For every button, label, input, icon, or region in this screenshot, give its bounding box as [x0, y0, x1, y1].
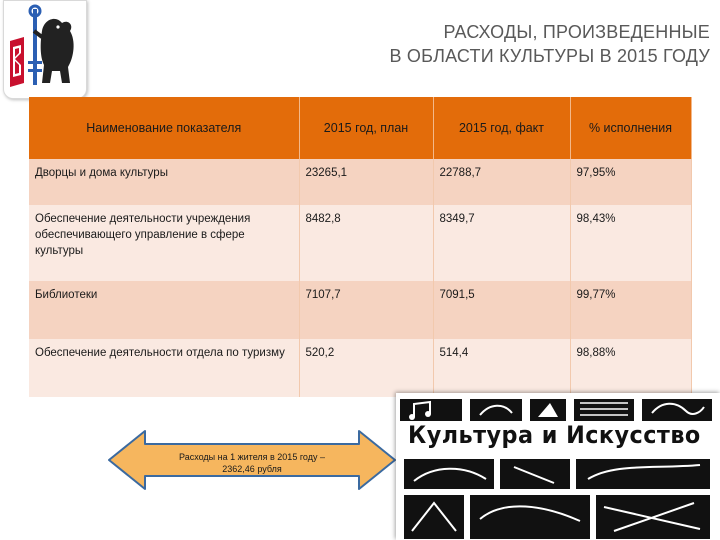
cell-fact: 7091,5	[433, 281, 570, 339]
cell-plan: 23265,1	[299, 159, 433, 205]
coat-of-arms-bear-icon	[4, 1, 86, 98]
cell-percent: 97,95%	[570, 159, 691, 205]
column-header-plan: 2015 год, план	[299, 97, 433, 159]
picture-caption: Культура и Искусство	[408, 421, 701, 449]
expenses-table	[29, 97, 692, 397]
culture-and-art-picture	[396, 393, 720, 540]
per-capita-note-arrow	[107, 429, 397, 491]
cell-percent: 98,88%	[570, 339, 691, 397]
cell-fact: 22788,7	[433, 159, 570, 205]
page-title	[150, 20, 710, 68]
cell-indicator: Библиотеки	[29, 281, 299, 339]
table-row	[29, 159, 691, 205]
cell-indicator: Обеспечение деятельности отдела по туризму	[29, 339, 299, 397]
table-row	[29, 281, 691, 339]
cell-fact: 514,4	[433, 339, 570, 397]
cell-indicator: Обеспечение деятельности учреждения обеспечивающего управление в сфере культуры	[29, 205, 299, 281]
column-header-percent: % исполнения	[570, 97, 691, 159]
cell-percent: 98,43%	[570, 205, 691, 281]
coat-of-arms-emblem	[3, 0, 87, 99]
table-header-row	[29, 97, 691, 159]
column-header-fact: 2015 год, факт	[433, 97, 570, 159]
cell-percent: 99,77%	[570, 281, 691, 339]
title-line-2: В ОБЛАСТИ КУЛЬТУРЫ В 2015 ГОДУ	[389, 46, 710, 66]
note-line-1: Расходы на 1 жителя в 2015 году –	[179, 452, 325, 462]
cell-plan: 520,2	[299, 339, 433, 397]
cell-indicator: Дворцы и дома культуры	[29, 159, 299, 205]
cell-plan: 7107,7	[299, 281, 433, 339]
culture-and-art-collage-icon	[404, 459, 710, 539]
cell-fact: 8349,7	[433, 205, 570, 281]
table-row	[29, 339, 691, 397]
table-row	[29, 205, 691, 281]
title-line-1: РАСХОДЫ, ПРОИЗВЕДЕННЫЕ	[443, 22, 710, 42]
culture-symbols-strip-icon	[400, 399, 712, 421]
cell-plan: 8482,8	[299, 205, 433, 281]
note-line-2: 2362,46 рубля	[222, 464, 282, 474]
column-header-indicator: Наименование показателя	[29, 97, 299, 159]
